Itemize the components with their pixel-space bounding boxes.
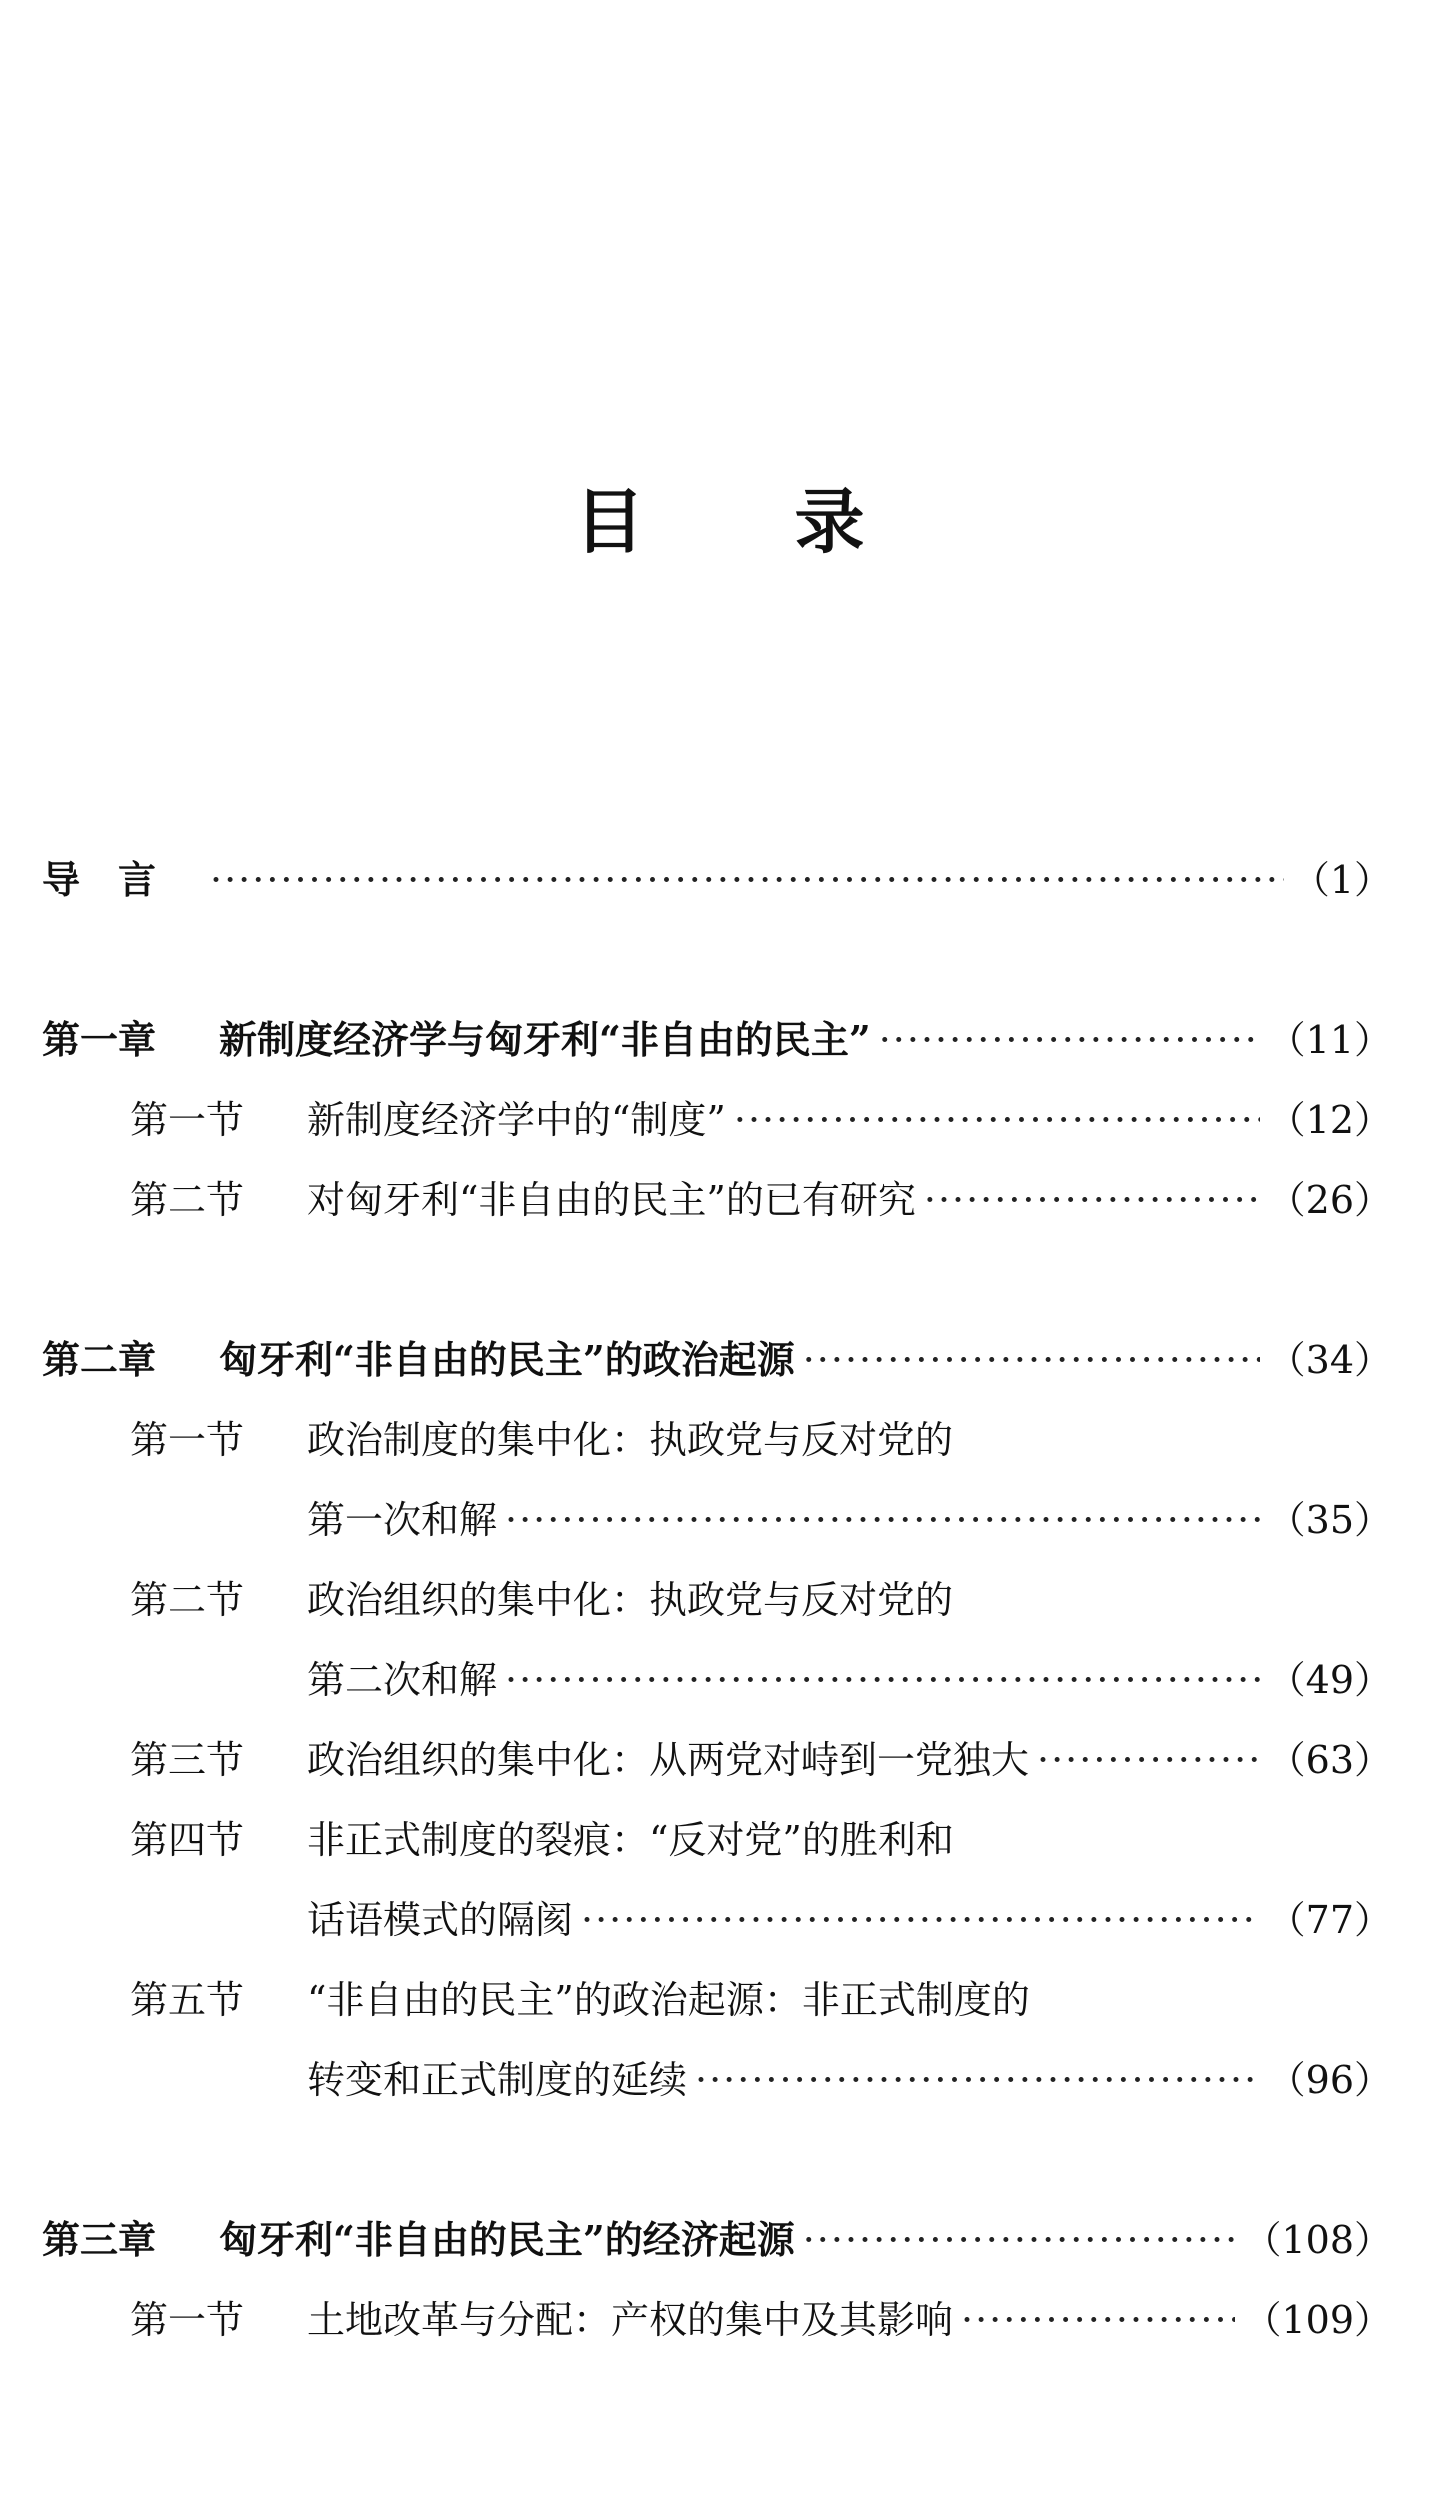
toc-page-number: （34） xyxy=(1267,1338,1392,1382)
table-of-contents xyxy=(42,840,1392,2360)
toc-page-number: （26） xyxy=(1267,1178,1392,1222)
section-title-line-1: 政治组织的集中化：执政党与反对党的 xyxy=(307,1578,954,1622)
dot-leader xyxy=(505,1480,1260,1560)
toc-entry-ch1-sec1[interactable] xyxy=(42,1080,1392,1160)
section-label: 第一节 xyxy=(130,2298,245,2342)
toc-entry-chapter-3[interactable] xyxy=(42,2200,1392,2280)
toc-page-number: （77） xyxy=(1267,1898,1392,1942)
dot-leader xyxy=(924,1160,1260,1240)
section-label: 第五节 xyxy=(130,1978,245,2022)
dot-leader xyxy=(695,2040,1260,2120)
toc-page-number: （109） xyxy=(1243,2298,1392,2342)
section-title-line-1: 非正式制度的裂痕：“反对党”的胜利和 xyxy=(307,1818,954,1862)
toc-entry-chapter-1[interactable] xyxy=(42,1000,1392,1080)
toc-page-number: （108） xyxy=(1243,2218,1392,2262)
section-label: 第一节 xyxy=(130,1418,245,1462)
section-title: 政治组织的集中化：从两党对峙到一党独大 xyxy=(307,1738,1030,1782)
dot-leader xyxy=(803,2200,1236,2280)
toc-page-number: （49） xyxy=(1267,1658,1392,1702)
dot-leader xyxy=(803,1320,1260,1400)
dot-leader xyxy=(505,1640,1260,1720)
toc-entry-ch2-sec2-cont[interactable] xyxy=(42,1640,1392,1720)
toc-entry-chapter-2[interactable] xyxy=(42,1320,1392,1400)
section-title: 土地改革与分配：产权的集中及其影响 xyxy=(307,2298,954,2342)
dot-leader xyxy=(210,840,1284,920)
toc-page-number: （1） xyxy=(1291,858,1392,902)
toc-entry-ch2-sec1[interactable] xyxy=(42,1400,1392,1480)
section-title-line-2: 话语模式的隔阂 xyxy=(307,1898,574,1942)
toc-entry-ch1-sec2[interactable] xyxy=(42,1160,1392,1240)
chapter-title: 匈牙利“非自由的民主”的经济起源 xyxy=(219,2217,795,2262)
toc-entry-ch3-sec1[interactable] xyxy=(42,2280,1392,2360)
section-title-line-1: “非自由的民主”的政治起源：非正式制度的 xyxy=(307,1978,1030,2022)
section-title-line-1: 政治制度的集中化：执政党与反对党的 xyxy=(307,1418,954,1462)
toc-entry-ch2-sec5[interactable] xyxy=(42,1960,1392,2040)
section-label: 第四节 xyxy=(130,1818,245,1862)
toc-entry-intro[interactable] xyxy=(42,840,1392,920)
section-title-line-2: 转变和正式制度的延续 xyxy=(307,2058,688,2102)
toc-page-number: （96） xyxy=(1267,2058,1392,2102)
title-char-1: 目 xyxy=(574,480,645,563)
chapter-title: 新制度经济学与匈牙利“非自由的民主” xyxy=(219,1017,871,1062)
dot-leader xyxy=(581,1880,1260,1960)
dot-leader xyxy=(961,2280,1235,2360)
section-title-line-2: 第一次和解 xyxy=(307,1498,498,1542)
chapter-title: 匈牙利“非自由的民主”的政治起源 xyxy=(219,1337,795,1382)
toc-entry-ch2-sec4-cont[interactable] xyxy=(42,1880,1392,1960)
dot-leader xyxy=(1037,1720,1260,1800)
section-title: 对匈牙利“非自由的民主”的已有研究 xyxy=(307,1178,916,1222)
section-label: 第二节 xyxy=(130,1578,245,1622)
toc-entry-ch2-sec5-cont[interactable] xyxy=(42,2040,1392,2120)
section-title: 新制度经济学中的“制度” xyxy=(307,1098,726,1142)
chapter-label: 第一章 xyxy=(42,1017,157,1062)
dot-leader xyxy=(879,1000,1260,1080)
toc-entry-ch2-sec3[interactable] xyxy=(42,1720,1392,1800)
dot-leader xyxy=(734,1080,1260,1160)
toc-entry-ch2-sec1-cont[interactable] xyxy=(42,1480,1392,1560)
toc-entry-ch2-sec4[interactable] xyxy=(42,1800,1392,1880)
chapter-label: 第三章 xyxy=(42,2217,157,2262)
title-char-2: 录 xyxy=(794,480,865,563)
toc-entry-label: 导言 xyxy=(42,857,195,902)
toc-page-number: （63） xyxy=(1267,1738,1392,1782)
toc-page-number: （12） xyxy=(1267,1098,1392,1142)
toc-page-number: （11） xyxy=(1267,1018,1392,1062)
section-label: 第三节 xyxy=(130,1738,245,1782)
chapter-label: 第二章 xyxy=(42,1337,157,1382)
section-label: 第一节 xyxy=(130,1098,245,1142)
section-label: 第二节 xyxy=(130,1178,245,1222)
page-title xyxy=(0,482,1439,562)
toc-entry-ch2-sec2[interactable] xyxy=(42,1560,1392,1640)
section-title-line-2: 第二次和解 xyxy=(307,1658,498,1702)
toc-page-number: （35） xyxy=(1267,1498,1392,1542)
